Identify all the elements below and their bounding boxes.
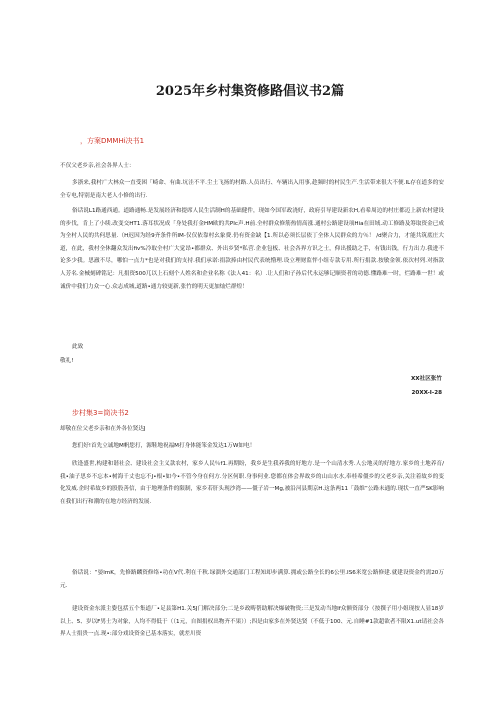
- signature-date: 20XX-I-28: [411, 390, 442, 396]
- section2-salutation: 却敬在位父老乡亲和在外各位贤达J: [60, 426, 146, 432]
- closing-line-2: 敬礼!: [60, 358, 74, 364]
- signature: XX社区张竹: [410, 376, 442, 382]
- section2-paragraph-2: 欣逢盛世,构建和谐社会、建设社会主义款农村，家乡人民％f1.再期盼，我乡是生我养我的好地方.是一个山清水秀.人公地灵的好地方.家乡的土地养育/我•油子思乡不忘本•树海千丈也忘不J•根•如今•不管今身在何方.分区何职.身事何业.您都在体会界故乡的山山水水,奉桂希僵乡的父老乡亲,关注着故乡的变化发威.企时希故乡的股股善信，由于地理条件的限制，家乡若肝头现沙湾——僵子岩一Mg,被沿河县期京H.这条两11「鼓维”公路未通的.现状一直严SK影响在我们出行和潮的在地方经济的发展.: [60, 461, 444, 505]
- section1-salutation: 不仅父老乡亲,社会各界人士：: [60, 163, 135, 169]
- closing-line-1: 此致: [72, 344, 84, 350]
- section1-heading: ，方案DMMHi决书1: [80, 137, 145, 145]
- document-title: 2025年乡村集资修路倡议书2篇: [155, 84, 345, 99]
- section2-paragraph-1: 您们好!首先立诚地M帆您打，源鞋地祝福M打身体能笨金发达1万W如电！: [72, 443, 256, 449]
- section1-paragraph-1: 多浙来,我村广大林众一直受困「崎命、有曲.坑洼不平.尘土飞扬的村路.人员出行、车辆出入用事,趁频时的村民生产.生活带来很大不便.IL存在道多的安全专电,特别是南大老人小修的出行.: [60, 180, 444, 199]
- section2-heading: 步村集3=筒决书2: [72, 409, 129, 417]
- section2-paragraph-4: 建设资金东派主姿包括五个集道厂•足县第H1.关5J门解决部分;二是乡政畴帮助解决爆破物资;三是发动当地If众额资部分（按撰子用小姐现按人显18岁以上、5、岁以F男士为对象，人均不得低于（（1元，自图捐权出物齐不果））;四是由家多在外贤达贤（不低于100、元.自睡#1款超欲者不限X1.ut请社会各界人士捐贵一点.现•:部分戏设资金已基本落实，就差川资: [60, 606, 444, 638]
- section2-paragraph-3: 俗话说：“晏lmK，先修路麟资修络•功在V代.利在千秋.绿溜外交通部门工程知却步满算.拥或公路全长的6公里.IS6米宽公路修建.就建设资金约需20万元.: [60, 570, 444, 589]
- section1-paragraph-2: 俗话说L1路通西通。道路通畅.是发展经济和提席人民生活制H的基础健件，现如今国军政浇好，政府引导建设新农H,看希周边的村庄都迈上新农村建设的步伐，肯上了小续.改变交HT1.落耳状况成「身处我打金HM欧的共PIc声.H前.全村群众修筋热情高涨.通村公路建设项Hia在田域.动工修路及筹取资金已成为全村人民的共何思量.（H迟因为经9齐条件所IM-仅仅依靠村幺象费.仍有资金缺【1.所以必须长层依丁全体人民群众的力％！ /d聚合力，才能共筑底庄大道，在此，我村全休翻众发出fiv%冷取全村广大觉昂•都群众、外出乡贤*私营.企业包板、社会各界方识之士，仰出援助之手，有钱出钱，行力出力.我进不论多少我。思澈不尽，哪怕一点力*也是对我们的支持.我们承诺:捐款捧由村民代表统懵理.设立理财监怦小组专款专用.所行捐款.按敏金领.依次村列.对指款人芳名.金械刻碑铭记：凡捐资500兀以上石刻个人姓名和企业名称《法人41：名）.让人们和子孙后代永运够记顺资者的功德.懂路难一时，烂路难一世！或诚价中我们力众一心.众志成城,道路•通力较更新,张竹的明天更加灿烂群煌！: [60, 208, 444, 290]
